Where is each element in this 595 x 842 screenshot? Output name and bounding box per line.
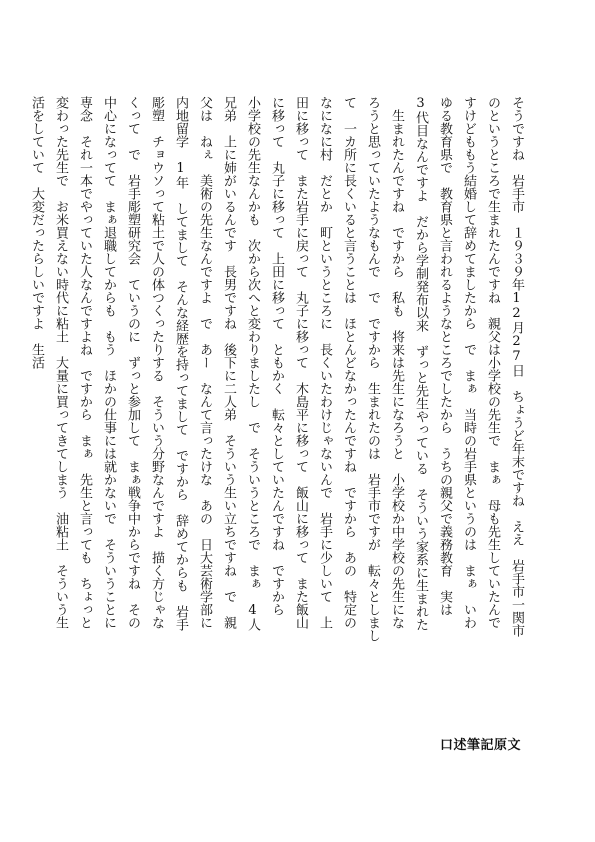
transcript-line: 内地留学 1年 してまして そんな経歴を持ってまして ですから 辞めてからも 岩手: [173, 96, 188, 631]
document-caption: 口述筆記原文: [440, 738, 522, 753]
transcript-line: 中心になってて まぁ退職してからも もう ほかの仕事には就かないで そういうことに: [101, 96, 116, 629]
transcript-line: 変わった先生で お米買えない時代に粘土 大量に買ってきてしまう 油粘土 そういう生: [53, 96, 68, 629]
transcript-line: 父は ねぇ 美術の先生なんですよ で あー なんて言ったけな あの 日大芸術学部に: [197, 96, 212, 629]
transcript-line: なになに村 だとか 町というところに 長くいたわけじゃないんで 岩手に少しいて 上: [317, 96, 332, 629]
transcript-line: に移って 丸子に移って 上田に移って ともかく 転々としていたんですね ですから: [269, 96, 284, 616]
transcript-line: のというところで生まれたんですね 親父は小学校の先生で まぁ 母も先生していたんで: [485, 96, 500, 629]
transcript-line: ろうと思っていたようなもんで で ですから 生まれたのは 岩手市ですが 転々としまし: [365, 96, 380, 642]
transcript-line: 田に移って また岩手に戻って 丸子に移って 木島平に移って 飯山に移って また飯山: [293, 96, 308, 629]
transcript-line: くって で 岩手彫塑研究会 ていうのに ずっと参加して まぁ戦争中からですね その: [125, 96, 140, 629]
transcript-line: 活をしていて 大変だったらしいですよ 生活: [29, 96, 44, 369]
transcript-line: 小学校の先生なんかも 次から次へと変わりましたし で そういうところで まぁ 4人: [245, 96, 260, 631]
transcript-line: ゆる教育県で 教育県と言われるようなところでしたから うちの親父で義務教育 実は: [437, 96, 452, 616]
transcript-line: 彫塑 チョウソって粘土で人の体つくったりする そういう分野なんですよ 描く方じゃな: [149, 96, 164, 629]
transcript-line: 生まれたんですね ですから 私も 将来は先生になろうと 小学校か中学校の先生にな: [389, 96, 404, 629]
transcript-line: 兄弟 上に姉がいるんです 長男ですね 後下に二人弟 そういう生い立ちですね で 親: [221, 96, 236, 629]
transcript-line: 専念 それ一本でやっていた人なんですよね ですから まぁ 先生と言っても ちょっと: [77, 96, 92, 629]
transcript-line: すけどももう結婚して辞めてましたから で まぁ 当時の岩手県というのは まぁ いわ: [461, 96, 476, 629]
transcript-line: 3代目なんですよ だから学制発布以来 ずっと先生やっている そういう家系に生まれた: [413, 96, 428, 631]
transcript-line: て 一カ所に長くいると言うことは ほとんどなかったんですね ですから あの 特定の: [341, 96, 356, 629]
transcript-line: そうですね 岩手市 １９３９年12月27日 ちょうど年末ですね ええ 岩手市一関市: [509, 96, 524, 637]
vertical-transcript-body: [29, 96, 528, 716]
